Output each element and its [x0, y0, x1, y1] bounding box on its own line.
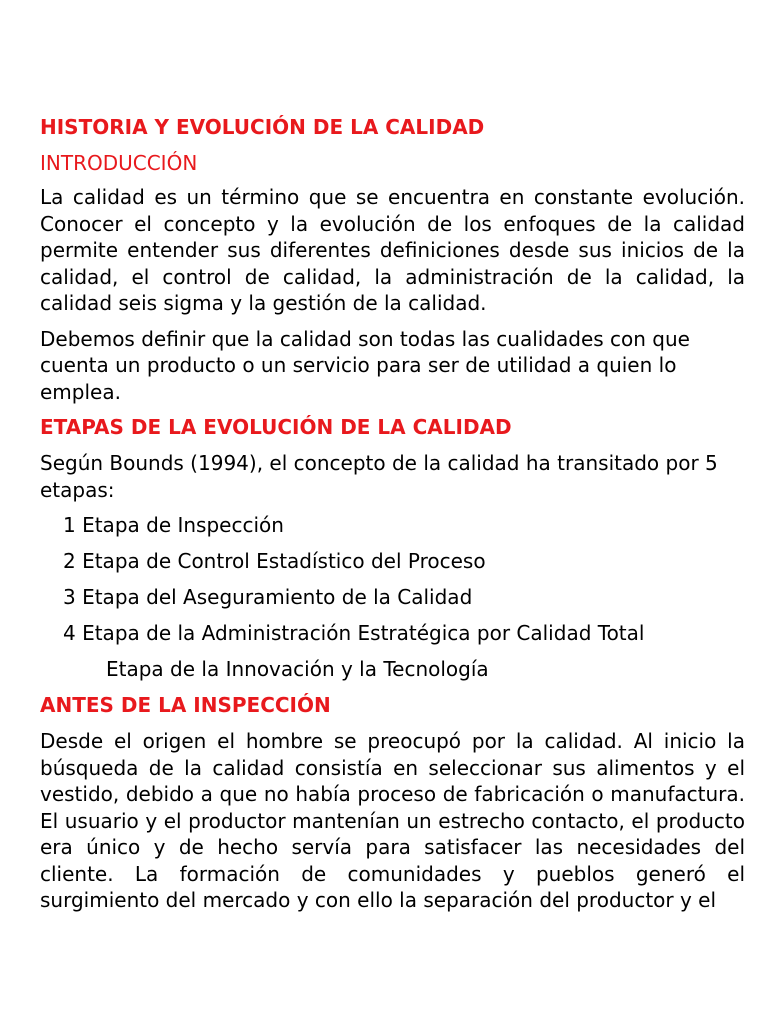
intro-paragraph-2: Debemos definir que la calidad son todas las cualidades con que cuenta un producto o un servicio para ser de utilidad a quien lo emplea.: [40, 326, 690, 404]
before-inspection-paragraph: Desde el origen el hombre se preocupó por la calidad. Al inicio la búsqueda de la calidad consistía en seleccionar sus alimentos y el vestido, debido a que no había proceso de fabricación o manufactura. El usuario y el productor mantenían un estrecho contacto, el producto era único y de hecho servía para satisfacer las necesidades del cliente. La formación de comunidades y pueblos generó el surgimiento del mercado y con ello la separación del productor y el: [40, 729, 745, 912]
stages-intro: Según Bounds (1994), el concepto de la calidad ha transitado por 5 etapas:: [40, 451, 718, 502]
intro-heading: INTRODUCCIÓN: [40, 151, 198, 175]
stage-item-2: 2 Etapa de Control Estadístico del Proceso: [63, 549, 486, 573]
before-inspection-heading: ANTES DE LA INSPECCIÓN: [40, 693, 331, 717]
intro-paragraph-1: La calidad es un término que se encuentra en constante evolución. Conocer el concepto y la evolución de los enfoques de la calidad permite entender sus diferentes definiciones desde sus inicios de la calidad, el control de calidad, la administración de la calidad, la calidad seis sigma y la gestión de la calidad.: [40, 185, 745, 315]
stages-heading: ETAPAS DE LA EVOLUCIÓN DE LA CALIDAD: [40, 415, 512, 439]
stage-item-5: Etapa de la Innovación y la Tecnología: [106, 657, 489, 681]
stage-item-4: 4 Etapa de la Administración Estratégica por Calidad Total: [63, 621, 645, 645]
document-title: HISTORIA Y EVOLUCIÓN DE LA CALIDAD: [40, 115, 485, 139]
stage-item-1: 1 Etapa de Inspección: [63, 513, 284, 537]
stage-item-3: 3 Etapa del Aseguramiento de la Calidad: [63, 585, 473, 609]
